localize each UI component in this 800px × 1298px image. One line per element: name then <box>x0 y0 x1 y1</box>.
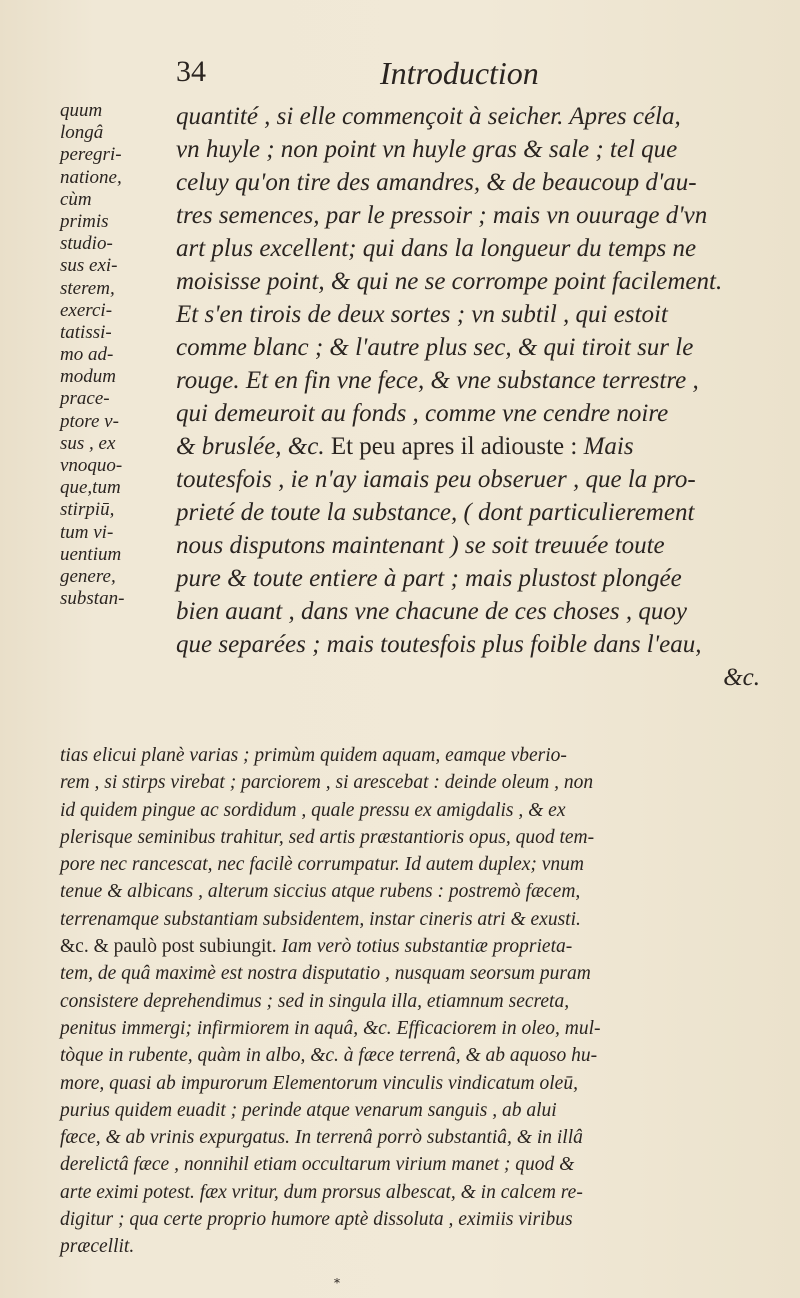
margin-note-line: tum vi- <box>60 521 114 543</box>
main-text <box>176 100 766 694</box>
text-line: quantité , si elle commençoit à seicher. Apres céla, <box>176 103 681 130</box>
margin-note-line: sus , ex <box>60 432 116 454</box>
text-line: prieté de toute la substance, ( dont particulierement <box>176 499 695 526</box>
latin-text <box>60 742 770 1261</box>
text-line: moisisse point, & qui ne se corrompe point facilement. <box>176 268 723 295</box>
latin-line: tòque in rubente, quàm in albo, &c. à fæce terrenâ, & ab aquoso hu- <box>60 1045 598 1067</box>
margin-note-line: tatissi- <box>60 321 112 343</box>
latin-line: purius quidem euadit ; perinde atque venarum sanguis , ab alui <box>60 1099 557 1121</box>
latin-line: digitur ; qua certe proprio humore aptè dissoluta , eximiis viribus <box>60 1209 573 1231</box>
margin-notes <box>60 100 170 610</box>
latin-line: fæce, & ab vrinis expurgatus. In terrenâ porrò substantiâ, & in illâ <box>60 1127 583 1149</box>
margin-note-line: mo ad- <box>60 344 114 366</box>
margin-note-line: longâ <box>60 122 104 144</box>
latin-line: tem, de quâ maximè est nostra disputatio , nusquam seorsum puram <box>60 963 591 985</box>
margin-note-line: sus exi- <box>60 255 118 277</box>
latin-line <box>60 933 770 960</box>
text-line <box>176 430 766 463</box>
latin-line-roman: &c. & paulò post subiungit. <box>60 936 277 958</box>
text-line: pure & toute entiere à part ; mais plustost plongée <box>176 565 682 592</box>
text-line: que separées ; mais toutesfois plus foible dans l'eau, <box>176 631 702 658</box>
margin-note-line: primis <box>60 210 109 232</box>
latin-line-italic: Iam verò totius substantiæ proprieta- <box>281 936 573 958</box>
margin-note-line: exerci- <box>60 299 113 321</box>
margin-note-line: ptore v- <box>60 410 119 432</box>
margin-note-line: prace- <box>60 388 110 410</box>
latin-line: rem , si stirps virebat ; parciorem , si arescebat : deinde oleum , non <box>60 772 594 794</box>
text-line: &c. <box>723 664 760 691</box>
latin-line: tenue & albicans , alterum siccius atque rubens : postremò fæcem, <box>60 881 581 903</box>
latin-line: more, quasi ab impurorum Elementorum vinculis vindicatum oleū, <box>60 1072 578 1094</box>
text-line: comme blanc ; & l'autre plus sec, & qui tiroit sur le <box>176 334 694 361</box>
latin-line: terrenamque substantiam subsidentem, instar cineris atri & exusti. <box>60 908 581 930</box>
latin-line: penitus immergi; infirmiorem in aquâ, &c. Efficaciorem in oleo, mul- <box>60 1017 601 1039</box>
margin-note-line: vnoquo- <box>60 455 123 476</box>
text-line: toutesfois , ie n'ay iamais peu obseruer , que la pro- <box>176 466 696 493</box>
margin-note-line: peregri- <box>60 144 122 166</box>
text-line: vn huyle ; non point vn huyle gras & sale ; tel que <box>176 136 678 163</box>
text-line: qui demeuroit au fonds , comme vne cendre noire <box>176 400 669 427</box>
text-line: celuy qu'on tire des amandres, & de beaucoup d'au- <box>176 169 697 196</box>
page-number: 34 <box>176 55 206 88</box>
margin-note-line: que,tum <box>60 477 121 499</box>
margin-note-line: stirpiū, <box>60 499 115 521</box>
text-line: bien auant , dans vne chacune de ces choses , quoy <box>176 598 687 625</box>
latin-line: consistere deprehendimus ; sed in singula illa, etiamnum secreta, <box>60 990 570 1012</box>
latin-line: id quidem pingue ac sordidum , quale pressu ex amigdalis , & ex <box>60 799 566 821</box>
text-line: Et s'en tirois de deux sortes ; vn subtil , qui estoit <box>176 301 668 328</box>
text-line: art plus excellent; qui dans la longueur du temps ne <box>176 235 697 262</box>
latin-line: pore nec rancescat, nec facilè corrumpatur. Id autem duplex; vnum <box>60 854 585 876</box>
margin-note-line: uentium <box>60 543 122 565</box>
latin-line: plerisque seminibus trahitur, sed artis præstantioris opus, quod tem- <box>60 826 595 848</box>
page-header <box>168 55 768 95</box>
text-line-italic-end: Mais <box>583 433 634 460</box>
text-line: rouge. Et en fin vne fece, & vne substance terrestre , <box>176 367 699 394</box>
margin-note-line: cùm <box>60 188 92 210</box>
latin-line: tias elicui planè varias ; primùm quidem aquam, eamque vberio- <box>60 745 567 766</box>
latin-line: præcellit. <box>60 1236 135 1258</box>
margin-note-line: natione, <box>60 166 122 188</box>
latin-line: arte eximi potest. fæx vritur, dum prorsus albescat, & in calcem re- <box>60 1181 583 1203</box>
margin-note-line: studio- <box>60 233 113 255</box>
text-line-roman: Et peu apres il adiouste : <box>330 433 578 460</box>
text-line: nous disputons maintenant ) se soit treuuée toute <box>176 532 665 559</box>
text-line-italic: & bruslée, &c. <box>176 433 325 460</box>
latin-line: derelictâ fæce , nonnihil etiam occultarum virium manet ; quod & <box>60 1154 575 1176</box>
margin-note-line: modum <box>60 366 116 388</box>
signature-mark: * <box>334 1276 340 1290</box>
margin-note-line: sterem, <box>60 277 115 299</box>
running-title: Introduction <box>380 55 539 91</box>
margin-note-line: quum <box>60 100 103 121</box>
text-line: tres semences, par le pressoir ; mais vn ouurage d'vn <box>176 202 708 229</box>
margin-note-line: genere, <box>60 565 116 587</box>
margin-note-line: substan- <box>60 588 125 610</box>
